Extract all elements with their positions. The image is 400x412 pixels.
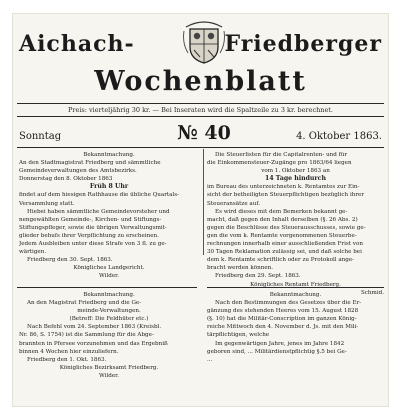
article-line: Friedberg den 30. Sept. 1863. — [27, 257, 113, 264]
article-line: Früh 8 Uhr — [89, 183, 129, 191]
article-line: 30 Tagen Reklamation zulässig sei, und daß solche bei — [207, 249, 362, 256]
article-line: (Betreff: Die Feldhüter etc.) — [69, 316, 149, 323]
article-line: 14 Tage hindurch — [265, 175, 326, 183]
article-line: Gemeindeverwaltungen des Amtsbezirks. — [19, 168, 137, 175]
article-line: gen die vom k. Rentamte vorgenommenen Steuerbe- — [207, 232, 357, 239]
article-line: Versammlung statt. — [19, 200, 75, 207]
article-right-top — [207, 151, 384, 297]
issue-rule — [17, 147, 384, 148]
article-line: An den Stadtmagistrat Friedberg und sämmtliche — [19, 160, 161, 167]
article-heading: Bekanntmachung. — [269, 292, 322, 298]
article-line: An den Magistrat Friedberg und die Ge- — [27, 300, 142, 307]
article-line: Königliches Bezirksamt Friedberg. — [59, 364, 159, 371]
issue-day: Sonntag — [19, 131, 62, 142]
column-separator — [203, 149, 204, 255]
issue-number: № 40 — [177, 122, 231, 144]
article-line: gänzung des stehenden Heeres vom 15. August 1828 — [207, 308, 359, 315]
masthead-rule-bottom — [17, 116, 384, 117]
article-line: Friedberg den 29. Sept. 1863. — [215, 273, 301, 280]
article-line: gegen die Beschlüsse des Steuerausschusses, sowie ge- — [207, 224, 366, 231]
article-line: Es wird dieses mit dem Bemerken bekannt ge- — [215, 208, 348, 215]
article-signature: Wilder. — [99, 273, 119, 280]
article-line: ... — [207, 356, 213, 363]
article-line: Königliches Rentamt Friedberg. — [250, 281, 341, 288]
masthead-rule-top — [17, 103, 384, 104]
article-line: im Bureau des unterzeichneten k. Rentamtes zur Ein- — [207, 184, 360, 191]
masthead-title-right: Friedberger — [224, 31, 382, 57]
price-line: Preis: vierteljährig 30 kr. — Bei Inseraten wird die Spaltzeile zu 3 kr. berechnet. — [68, 106, 333, 114]
article-line: die Einkommensteuer-Zugänge pro 1863/64 liegen — [207, 160, 352, 167]
article-rule-right — [207, 287, 384, 288]
article-line: tärpflichtigen, welche — [207, 332, 270, 339]
article-line: sicht der betheiligten Steuerpflichtigen bezüglich ihrer — [207, 192, 364, 199]
coat-of-arms-icon — [182, 17, 226, 65]
article-signature: Schmid. — [360, 289, 384, 296]
article-line: Die Steuerlisten für die Capitalrenten- und für — [215, 152, 347, 158]
article-line: glieder behufs ihrer Verpflichtung zu erscheinen. — [19, 232, 159, 239]
article-line: Donnerstag den 8. Oktober 1863 — [19, 176, 113, 183]
article-line: dem k. Rentamte schriftlich oder zu Protokoll ange- — [207, 257, 355, 264]
article-line: Hiebei haben sämmtliche Gemeindevorsteher und — [27, 208, 170, 215]
issue-row — [19, 124, 382, 146]
newspaper-page — [13, 14, 388, 406]
article-left-top — [19, 151, 199, 281]
article-line: bracht werden können. — [207, 265, 274, 272]
article-right-bottom — [207, 291, 384, 364]
article-line: vom 1. Oktober 1863 an — [261, 168, 330, 175]
article-line: Nach Befehl vom 24. September 1863 (Kreisbl. — [27, 324, 162, 331]
article-left-bottom — [19, 291, 199, 380]
article-line: Friedberg den 1. Okt. 1863. — [27, 356, 107, 363]
article-line: binnen 4 Wochen hier einzuliefern. — [19, 348, 119, 355]
article-line: nengewählten Gemeinde-, Kirchen- und Stiftungs- — [19, 216, 162, 223]
article-line: Stiftungspfleger, sowie die übrigen Verwaltungsmit- — [19, 224, 167, 231]
masthead-title-left: Aichach- — [19, 31, 135, 57]
issue-date: 4. Oktober 1863. — [296, 131, 382, 142]
article-line: Im gegenwärtigen Jahre, jenes im Jahre 1842 — [215, 340, 345, 347]
article-line: Steueransätze auf. — [207, 200, 260, 207]
article-line: geboren sind, ... Militärdienstpflichtig §.5 bei Ge- — [207, 348, 347, 355]
article-line: Königliches Landgericht. — [73, 265, 145, 272]
masthead — [13, 17, 388, 65]
article-line: macht, daß gegen den Inhalt derselben (§. 26 Abs. 2) — [207, 216, 358, 223]
article-line: Nach den Bestimmungen des Gesetzes über die Er- — [215, 300, 362, 307]
article-line: Nr. 86, S. 1754) ist die Sammlung für die Abge- — [19, 332, 154, 339]
article-heading: Bekanntmachung. — [83, 152, 135, 158]
article-line: findet auf dem hiesigen Rathhause die übliche Quartals- — [19, 192, 180, 199]
article-line: Jedem Ausbleiben unter diese Strafe von 3 fl. zu ge- — [19, 241, 167, 248]
article-line: rechnungen innerhalb einer ausschließenden Frist von — [207, 241, 363, 248]
masthead-title-bottom: Wochenblatt — [94, 66, 307, 97]
article-line: wärtigen. — [19, 249, 47, 256]
article-line: reiche Mittwoch den 4. November d. Js. mit den Mili- — [207, 324, 359, 331]
article-signature: Wilder. — [99, 372, 119, 379]
article-line: (§. 10) hat die Militär-Conscription im ganzen König- — [207, 316, 357, 323]
article-rule-left — [17, 287, 197, 288]
article-line: brannten in Pfersee vorzunehmen und das Ergebniß — [19, 340, 168, 347]
article-line: meinde-Verwaltungen. — [77, 308, 141, 315]
article-heading: Bekanntmachung. — [83, 292, 135, 298]
